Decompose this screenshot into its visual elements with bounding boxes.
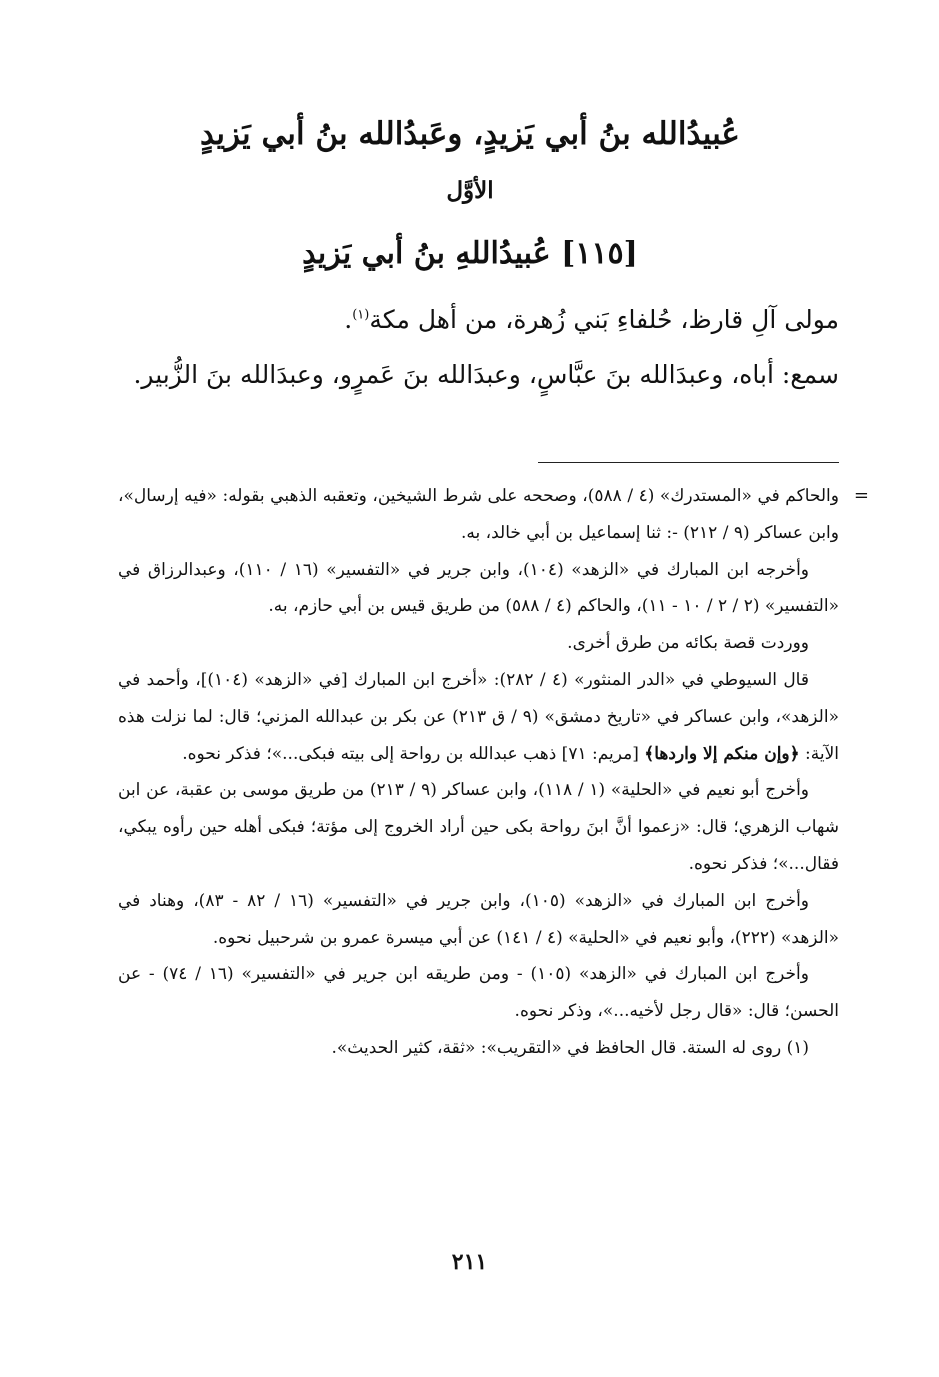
entry-number: [١١٥] [561, 236, 638, 271]
footnote-text: [مريم: ٧١] ذهب عبدالله بن رواحة إلى بيته فبكى...»؛ فذكر نحوه. [182, 743, 639, 764]
entry-description [118, 290, 839, 350]
footnote-paragraph [118, 662, 839, 772]
footnote-continuation [118, 478, 869, 552]
page-title: عُبيدُالله بنُ أبي يَزيدٍ، وعَبدُالله بنُ أبي يَزيدٍ [200, 116, 740, 152]
footnote-ref: (١) [352, 307, 370, 323]
footnote-paragraph: ووردت قصة بكائه من طرق أخرى. [567, 633, 809, 654]
entry-name: عُبيدُاللهِ بنُ أبي يَزيدٍ [302, 236, 551, 271]
footnote-paragraph: وأخرج ابن المبارك في «الزهد» (١٠٥)، وابن جرير في «التفسير» (١٦ / ٨٢ - ٨٣)، وهناد في «الزهد» (٢٢٢)، وأبو نعيم في «الحلية» (٤ / ١٤١) عن أبي ميسرة عمرو بن شرحبيل نحوه. [118, 890, 839, 948]
footnote-continuation-text: والحاكم في «المستدرك» (٤ / ٥٨٨)، وصححه على شرط الشيخين، وتعقبه الذهبي بقوله: «فيه إرسال»، وابن عساكر (٩ / ٢١٢) -: ثنا إسماعيل بن أبي خالد، به. [118, 486, 839, 543]
entry-description-end: . [344, 305, 353, 334]
footnote-divider [538, 462, 839, 463]
entry-heading [100, 232, 840, 276]
footnote-text: قال السيوطي في «الدر المنثور» (٤ / ٢٨٢): «أخرج ابن المبارك [في «الزهد» (١٠٤)]، وأحمد في «الزهد»، وابن عساكر في «تاريخ دمشق» (٩ / ق ٢١٣) عن بكر بن عبدالله المزني؛ قال: لما نزلت هذه الآية: [118, 669, 839, 764]
footnotes [118, 478, 869, 1067]
entry-teachers: سمع: أباه، وعبدَالله بنَ عبَّاسٍ، وعبدَالله بنَ عَمرٍو، وعبدَالله بنَ الزُّبير. [133, 360, 839, 389]
quran-quote: ﴿وإن منكم إلا واردها﴾ [644, 743, 800, 764]
section-subtitle: الأوَّل [446, 177, 494, 204]
footnote-1: (١) روى له الستة. قال الحافظ في «التقريب»: «ثقة، كثير الحديث». [331, 1037, 809, 1058]
entry-description-text: مولى آلِ قارظ، حُلفاءِ بَني زُهرة، من أهل مكة [369, 305, 839, 334]
footnote-paragraph: وأخرجه ابن المبارك في «الزهد» (١٠٤)، وابن جرير في «التفسير» (١٦ / ١١٠)، وعبدالرزاق في «التفسير» (٢ / ٢ / ١٠ - ١١)، والحاكم (٤ / ٥٨٨) من طريق قيس بن أبي حازم، به. [118, 559, 839, 617]
page-number: ٢١١ [451, 1249, 488, 1275]
footnote-paragraph: وأخرج أبو نعيم في «الحلية» (١ / ١١٨)، وابن عساكر (٩ / ٢١٣) من طريق موسى بن عقبة، عن ابن شهاب الزهري؛ قال: «زعموا أنَّ ابنَ رواحة بكى حين أراد الخروج إلى مؤتة؛ فبكى أهله حين رأوه يبكي، فقال...»؛ فذكر نحوه. [118, 780, 839, 874]
continuation-mark: = [853, 485, 869, 506]
footnote-paragraph: وأخرج ابن المبارك في «الزهد» (١٠٥) - ومن طريقه ابن جرير في «التفسير» (١٦ / ٧٤) - عن الحسن؛ قال: «قال رجل لأخيه...»، وذكر نحوه. [118, 964, 839, 1022]
